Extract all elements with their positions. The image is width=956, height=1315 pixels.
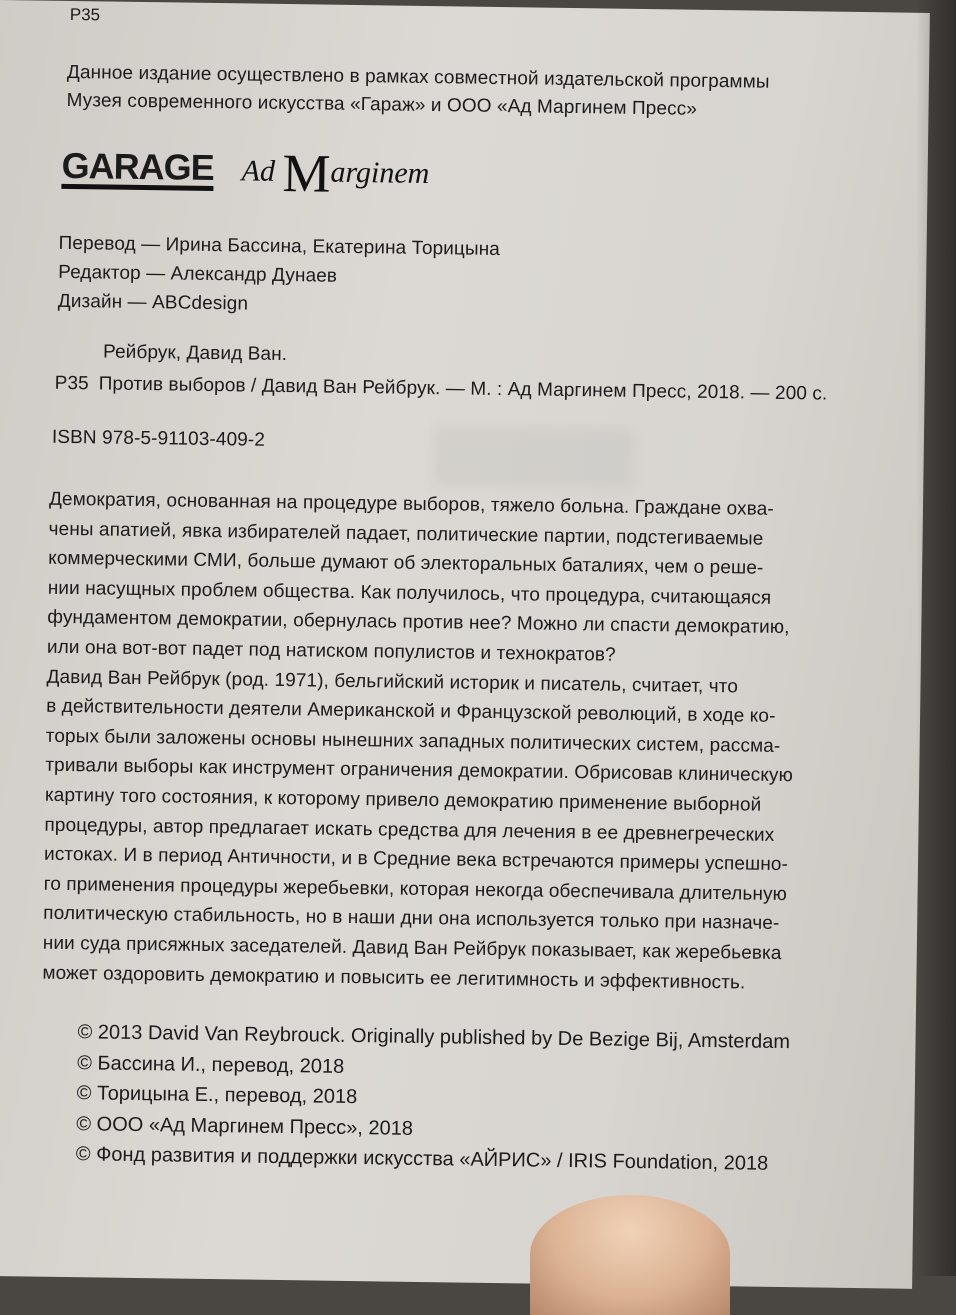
abstract-line: коммерческими СМИ, больше думают об электоральных баталиях, чем о реше- bbox=[48, 547, 764, 579]
bibliography-author: Рейбрук, Давид Ван. bbox=[102, 341, 288, 366]
credit-editor: Редактор — Александр Дунаев bbox=[58, 261, 338, 287]
abstract-line: торых были заложены основы нынешних западных политических систем, рассма- bbox=[45, 725, 781, 757]
copyright-line: © Бассина И., перевод, 2018 bbox=[77, 1051, 345, 1078]
abstract-line: в действительности деятели Американской и Французской революций, в ходе ко- bbox=[45, 695, 776, 728]
page-edge-shadow bbox=[916, 0, 956, 1276]
copyright-line: © Торицына Е., перевод, 2018 bbox=[76, 1082, 358, 1109]
abstract-line: процедуры, автор предлагает искать средства для лечения в ее древнегреческих bbox=[44, 814, 775, 846]
abstract-line: нии насущных проблем общества. Как получилось, что процедура, считающаяся bbox=[47, 577, 772, 609]
logo-ad: Ad bbox=[241, 154, 276, 188]
bibliography-text: Против выборов / Давид Ван Рейбрук. — М. : Ад Маргинем Пресс, 2018. — 200 с. bbox=[98, 373, 828, 405]
logo-m: M bbox=[282, 142, 331, 204]
intro-line: Музея современного искусства «Гараж» и ООО «Ад Маргинем Пресс» bbox=[66, 89, 698, 120]
bibliography-entry bbox=[54, 373, 827, 406]
copyright-line: © 2013 David Van Reybrouck. Originally published by De Bezige Bij, Amsterdam bbox=[77, 1021, 791, 1054]
credit-translation: Перевод — Ирина Бассина, Екатерина Торицына bbox=[58, 232, 501, 261]
logo-arginem: arginem bbox=[330, 155, 430, 191]
abstract-line: или она вот-вот падет под натиском популистов и технократов? bbox=[46, 636, 616, 666]
copyright-line: © ООО «Ад Маргинем Пресс», 2018 bbox=[76, 1112, 414, 1140]
abstract-line: Демократия, основанная на процедуре выборов, тяжело больна. Граждане охва- bbox=[48, 488, 774, 520]
abstract-line: Давид Ван Рейбрук (род. 1971), бельгийский историк и писатель, считает, что bbox=[46, 666, 739, 697]
isbn: ISBN 978-5-91103-409-2 bbox=[51, 426, 266, 451]
abstract-line: картину того состояния, к которому привело демократию применение выборной bbox=[44, 784, 762, 816]
garage-logo: GARAGE bbox=[61, 149, 214, 191]
credit-design: Дизайн — ABCdesign bbox=[57, 290, 249, 315]
abstract-line: го применения процедуры жеребьевки, которая некогда обеспечивала длительную bbox=[43, 873, 788, 905]
abstract-line: политическую стабильность, но в наши дни она используется только при назначе- bbox=[43, 903, 780, 935]
abstract-line: фундаментом демократии, обернулась против нее? Можно ли спасти демократию, bbox=[47, 607, 790, 639]
ad-marginem-logo bbox=[241, 141, 430, 206]
intro-line: Данное издание осуществлено в рамках совместной издательской программы bbox=[66, 61, 770, 93]
classification-code: Р35 bbox=[69, 4, 101, 25]
abstract-line: может оздоровить демократию и повысить ее легитимность и эффективность. bbox=[42, 962, 746, 994]
publishing-program-note bbox=[66, 59, 769, 125]
bleed-through-shadow bbox=[433, 426, 634, 489]
abstract bbox=[42, 485, 909, 1000]
abstract-line: тривали выборы как инструмент ограничения демократии. Обрисовав клиническую bbox=[45, 755, 794, 787]
credits bbox=[58, 229, 501, 322]
abstract-line: чены апатией, явка избирателей падает, политические партии, подстегиваемые bbox=[48, 518, 764, 550]
abstract-line: нии суда присяжных заседателей. Давид Ван Рейбрук показывает, как жеребьевка bbox=[42, 932, 782, 964]
copyright-line: © Фонд развития и поддержки искусства «АЙРИС» / IRIS Foundation, 2018 bbox=[75, 1143, 769, 1175]
copyright-block bbox=[76, 1017, 791, 1179]
thumb bbox=[530, 1195, 730, 1315]
abstract-line: истоках. И в период Античности, и в Средние века встречаются примеры успешно- bbox=[43, 843, 789, 876]
bibliography-code: Р35 bbox=[54, 372, 89, 395]
